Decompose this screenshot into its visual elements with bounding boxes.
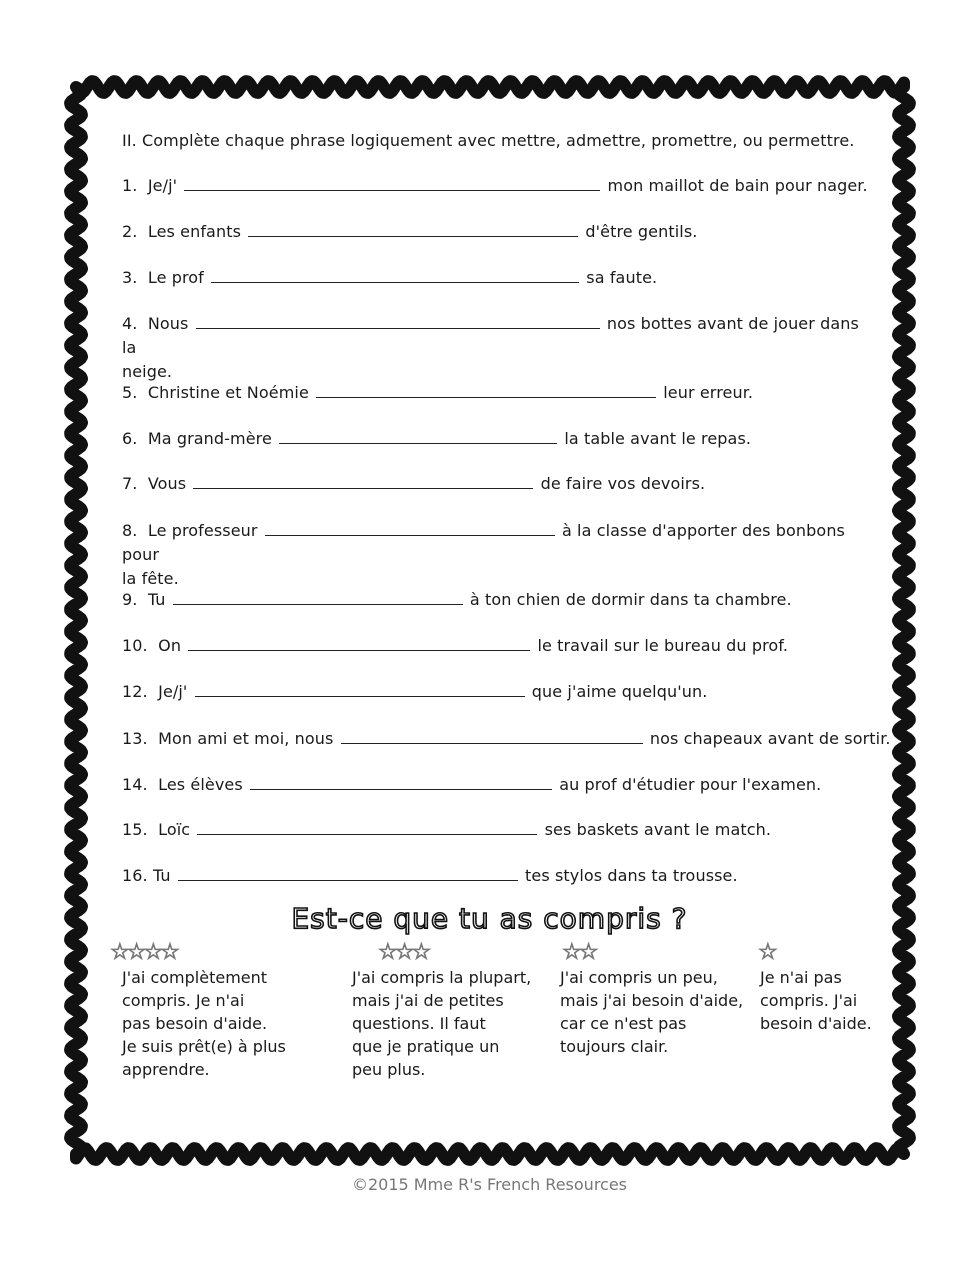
item-15: 15. Loïc ses baskets avant le match. — [122, 820, 772, 839]
self-check-level-4: J'ai complètement compris. Je n'ai pas besoin d'aide. Je suis prêt(e) à plus apprendre. — [122, 968, 286, 1079]
item-1: 1. Je/j' mon maillot de bain pour nager. — [122, 176, 868, 195]
item-8: 8. Le professeur à la classe d'apporter des bonbons pour la fête. — [122, 521, 845, 588]
item-14: 14. Les élèves au prof d'étudier pour l'examen. — [122, 775, 822, 794]
answer-blank[interactable] — [188, 636, 530, 651]
one-star-icon: ☆ — [758, 940, 775, 965]
answer-blank[interactable] — [279, 429, 557, 444]
answer-blank[interactable] — [211, 268, 579, 283]
item-9: 9. Tu à ton chien de dormir dans ta chambre. — [122, 590, 792, 609]
self-check-level-2: J'ai compris un peu, mais j'ai besoin d'aide, car ce n'est pas toujours clair. — [560, 968, 744, 1056]
self-check-level-3: J'ai compris la plupart, mais j'ai de petites questions. Il faut que je pratique un peu plus. — [352, 968, 532, 1079]
answer-blank[interactable] — [193, 474, 533, 489]
answer-blank[interactable] — [248, 222, 578, 237]
copyright-footer: ©2015 Mme R's French Resources — [351, 1175, 628, 1194]
answer-blank[interactable] — [197, 820, 537, 835]
answer-blank[interactable] — [184, 176, 600, 191]
answer-blank[interactable] — [173, 590, 463, 605]
two-star-icon: ☆☆ — [562, 940, 596, 965]
three-star-icon: ☆☆☆ — [378, 940, 429, 965]
answer-blank[interactable] — [341, 729, 643, 744]
item-4: 4. Nous nos bottes avant de jouer dans la neige. — [122, 314, 859, 381]
answer-blank[interactable] — [178, 866, 518, 881]
item-5: 5. Christine et Noémie leur erreur. — [122, 383, 754, 402]
four-star-icon: ☆☆☆☆ — [110, 940, 177, 965]
item-6: 6. Ma grand-mère la table avant le repas. — [122, 429, 752, 448]
item-2: 2. Les enfants d'être gentils. — [122, 222, 698, 241]
item-7: 7. Vous de faire vos devoirs. — [122, 474, 706, 493]
answer-blank[interactable] — [196, 314, 600, 329]
answer-blank[interactable] — [195, 682, 525, 697]
self-check-title: Est-ce que tu as compris ? — [291, 902, 688, 935]
item-3: 3. Le prof sa faute. — [122, 268, 658, 287]
answer-blank[interactable] — [265, 521, 555, 536]
item-10: 10. On le travail sur le bureau du prof. — [122, 636, 789, 655]
item-12: 12. Je/j' que j'aime quelqu'un. — [122, 682, 708, 701]
answer-blank[interactable] — [250, 775, 552, 790]
self-check-level-1: Je n'ai pas compris. J'ai besoin d'aide. — [760, 968, 872, 1033]
item-16: 16. Tu tes stylos dans ta trousse. — [122, 866, 738, 885]
answer-blank[interactable] — [316, 383, 656, 398]
instructions: II. Complète chaque phrase logiquement avec mettre, admettre, promettre, ou permettre. — [122, 131, 855, 150]
item-13: 13. Mon ami et moi, nous nos chapeaux avant de sortir. — [122, 729, 891, 748]
